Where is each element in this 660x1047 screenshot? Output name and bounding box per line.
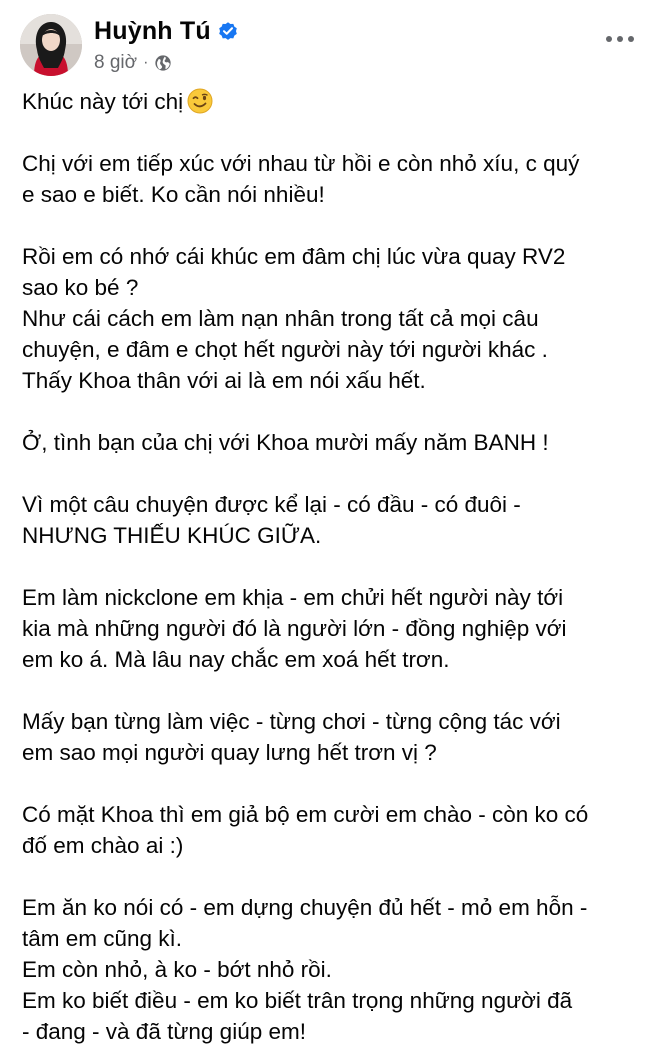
post-paragraph bbox=[22, 489, 642, 551]
post-line: em ko á. Mà lâu nay chắc em xoá hết trơn. bbox=[22, 647, 450, 672]
post-paragraph bbox=[22, 892, 642, 1047]
post-line: Thấy Khoa thân với ai là em nói xấu hết. bbox=[22, 368, 426, 393]
post-line: đố em chào ai :) bbox=[22, 833, 184, 858]
post-paragraph bbox=[22, 706, 642, 768]
post-line: em sao mọi người quay lưng hết trơn vị ? bbox=[22, 740, 437, 765]
post-paragraph bbox=[22, 582, 642, 675]
post-paragraph bbox=[22, 148, 642, 210]
meta-separator: · bbox=[143, 54, 149, 71]
post-line: Em làm nickclone em khịa - em chửi hết người này tới bbox=[22, 585, 564, 610]
post-line: Ở, tình bạn của chị với Khoa mười mấy năm BANH ! bbox=[22, 430, 549, 455]
post-paragraph bbox=[22, 86, 642, 117]
verified-badge-icon bbox=[217, 20, 239, 42]
post-line: tâm em cũng kì. bbox=[22, 926, 183, 951]
post-line: Vì một câu chuyện được kể lại - có đầu - có đuôi - bbox=[22, 492, 521, 517]
post-line: Có mặt Khoa thì em giả bộ em cười em chào - còn ko có bbox=[22, 802, 589, 827]
post-line: sao ko bé ? bbox=[22, 275, 139, 300]
post-line: Em ko biết điều - em ko biết trân trọng những người đã bbox=[22, 988, 573, 1013]
post-line: Chị với em tiếp xúc với nhau từ hồi e còn nhỏ xíu, c quý bbox=[22, 151, 580, 176]
post-line: chuyện, e đâm e chọt hết người này tới người khác . bbox=[22, 337, 548, 362]
post-line-text: Khúc này tới chị bbox=[22, 89, 184, 114]
post-line: Như cái cách em làm nạn nhân trong tất cả mọi câu bbox=[22, 306, 539, 331]
ellipsis-icon bbox=[605, 34, 635, 44]
author-name[interactable]: Huỳnh Tú bbox=[94, 16, 211, 45]
author-block bbox=[94, 16, 239, 74]
post-paragraph bbox=[22, 799, 642, 861]
globe-icon[interactable] bbox=[154, 54, 172, 72]
post-timestamp[interactable]: 8 giờ bbox=[94, 52, 138, 73]
post-line: kia mà những người đó là người lớn - đồng nghiệp với bbox=[22, 616, 567, 641]
post-paragraph bbox=[22, 427, 642, 458]
post-meta bbox=[94, 52, 239, 74]
post-line: e sao e biết. Ko cần nói nhiều! bbox=[22, 182, 325, 207]
post-line: Mấy bạn từng làm việc - từng chơi - từng cộng tác với bbox=[22, 709, 561, 734]
winking-face-icon bbox=[187, 88, 213, 114]
post-line bbox=[22, 86, 642, 117]
post-line: Em ăn ko nói có - em dựng chuyện đủ hết - mỏ em hỗn - bbox=[22, 895, 588, 920]
author-line bbox=[94, 16, 239, 46]
post-paragraph bbox=[22, 241, 642, 396]
post-body bbox=[22, 86, 642, 1047]
post-line: Em còn nhỏ, à ko - bớt nhỏ rồi. bbox=[22, 957, 332, 982]
post-header bbox=[20, 10, 640, 80]
post-line: Rồi em có nhớ cái khúc em đâm chị lúc vừa quay RV2 bbox=[22, 244, 566, 269]
post-line: NHƯNG THIẾU KHÚC GIỮA. bbox=[22, 523, 322, 548]
avatar[interactable] bbox=[20, 14, 82, 76]
post-line: - đang - và đã từng giúp em! bbox=[22, 1019, 306, 1044]
more-options-button[interactable] bbox=[600, 24, 640, 54]
